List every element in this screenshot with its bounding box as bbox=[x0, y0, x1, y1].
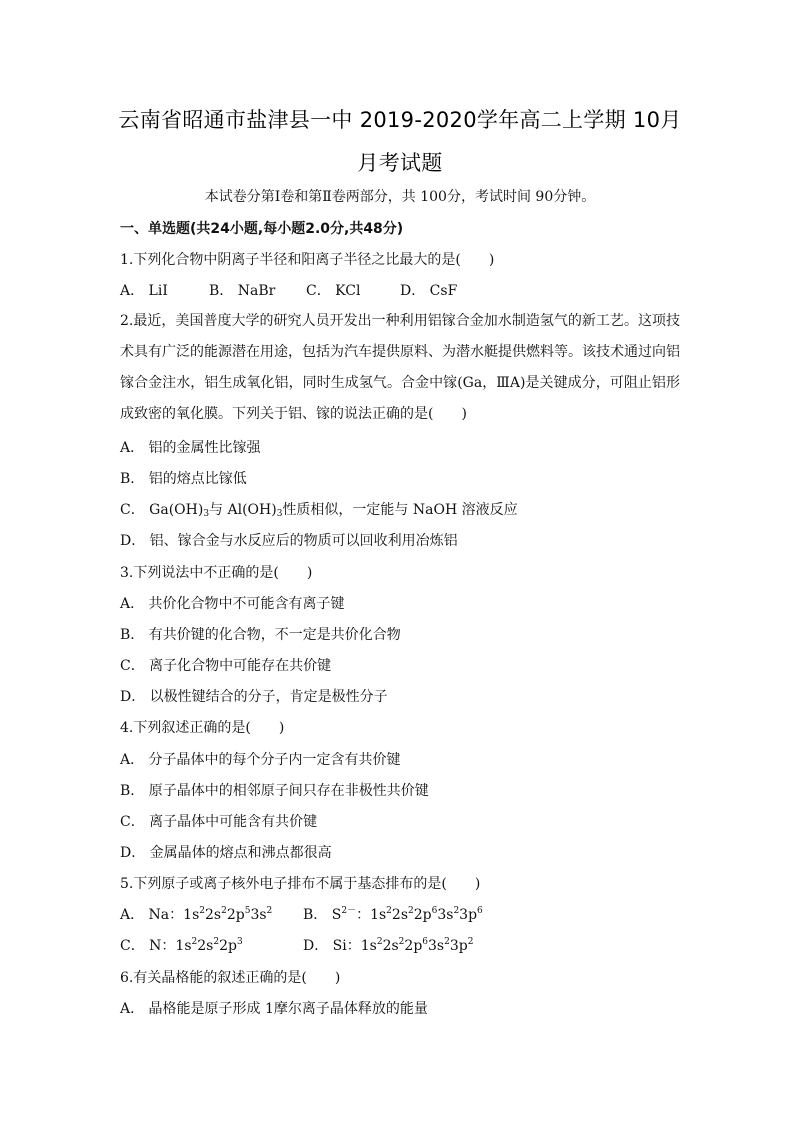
electron-configuration bbox=[361, 938, 474, 954]
ion-charge: 2－ bbox=[341, 906, 357, 916]
subscript: 3 bbox=[276, 509, 283, 519]
orbital: 2p bbox=[404, 938, 423, 954]
orbital: 2s bbox=[391, 907, 408, 923]
electron-count: 2 bbox=[444, 937, 450, 947]
electron-count: 2 bbox=[398, 937, 405, 947]
question-1-option-c: C． KCl bbox=[306, 283, 361, 299]
question-3-option-a: A． 共价化合物中不可能含有离子键 bbox=[120, 596, 345, 612]
orbital: 1s bbox=[175, 938, 192, 954]
orbital: 1s bbox=[360, 938, 377, 954]
question-4-option-c: C． 离子晶体中可能含有共价键 bbox=[120, 814, 318, 830]
orbital: 2p bbox=[226, 907, 245, 923]
question-4-option-d: D． 金属晶体的熔点和沸点都很高 bbox=[120, 845, 332, 861]
question-5-option-d bbox=[303, 935, 473, 955]
exam-intro: 本试卷分第Ⅰ卷和第Ⅱ卷两部分，共 100分，考试时间 90分钟。 bbox=[204, 189, 596, 205]
orbital: 3s bbox=[437, 907, 454, 923]
question-1-option-a: A． LiI bbox=[120, 283, 168, 299]
question-6-option-a: A． 晶格能是原子形成 1摩尔离子晶体释放的能量 bbox=[120, 1001, 428, 1017]
electron-configuration bbox=[175, 938, 242, 954]
question-5-option-b bbox=[303, 904, 483, 924]
electron-count: 2 bbox=[213, 937, 220, 947]
option-label: D． Si： bbox=[303, 938, 361, 954]
orbital: 2s bbox=[205, 907, 222, 923]
question-1-option-d: D． CsF bbox=[400, 283, 458, 299]
orbital: 3s bbox=[428, 938, 445, 954]
question-5-stem: 5.下列原子或离子核外电子排布不属于基态排布的是( ) bbox=[120, 876, 481, 892]
question-2-stem: 2.最近，美国普度大学的研究人员开发出一种利用铝镓合金加水制造氢气的新工艺。这项技术具有广泛的能源潜在用途，包括为汽车提供原料、为潜水艇提供燃料等。该技术通过向铝镓合金注水，铝生成氧化铝，同时生成氢气。合金中镓(Ga，ⅢA)是关键成分，可阻止铝形成致密的氧化膜。下列关于铝、镓的说法正确的是( ) bbox=[120, 313, 680, 422]
separator: ： bbox=[356, 907, 371, 923]
question-2-option-c bbox=[120, 499, 518, 519]
question-2-option-a: A． 铝的金属性比镓强 bbox=[120, 440, 261, 456]
orbital: 2p bbox=[219, 938, 237, 954]
orbital: 2p bbox=[413, 907, 432, 923]
question-5-option-a bbox=[120, 904, 272, 924]
orbital: 2s bbox=[197, 938, 214, 954]
electron-count: 2 bbox=[386, 906, 392, 916]
option-label: B． S bbox=[303, 907, 342, 923]
exam-title-line1: 云南省昭通市盐津县一中 2019-2020学年高二上学期 10月 bbox=[118, 108, 682, 132]
electron-configuration bbox=[183, 907, 272, 923]
electron-count: 3 bbox=[236, 937, 243, 947]
question-5-option-c bbox=[120, 935, 243, 955]
option-label: C． N： bbox=[120, 938, 176, 954]
electron-count: 2 bbox=[408, 906, 414, 916]
electron-count: 2 bbox=[221, 906, 227, 916]
orbital: 3p bbox=[449, 938, 468, 954]
electron-count: 5 bbox=[244, 906, 251, 916]
orbital: 1s bbox=[183, 907, 200, 923]
electron-count: 2 bbox=[266, 906, 273, 916]
question-3-option-d: D． 以极性键结合的分子，肯定是极性分子 bbox=[120, 689, 388, 705]
section-heading-single-choice: 一、单选题(共24小题,每小题2.0分,共48分) bbox=[120, 221, 404, 237]
question-2-option-d: D． 铝、镓合金与水反应后的物质可以回收利用冶炼铝 bbox=[120, 533, 458, 549]
orbital: 2s bbox=[382, 938, 399, 954]
subscript: 3 bbox=[203, 509, 210, 519]
question-3-stem: 3.下列说法中不正确的是( ) bbox=[120, 565, 313, 581]
orbital: 1s bbox=[370, 907, 387, 923]
electron-count: 6 bbox=[422, 937, 429, 947]
question-2-option-c-part3: 性质相似，一定能与 NaOH 溶液反应 bbox=[282, 502, 518, 518]
question-4-stem: 4.下列叙述正确的是( ) bbox=[120, 720, 285, 736]
question-2-option-b: B． 铝的熔点比镓低 bbox=[120, 471, 247, 487]
electron-count: 2 bbox=[453, 906, 460, 916]
question-1-stem: 1.下列化合物中阴离子半径和阳离子半径之比最大的是( ) bbox=[120, 252, 495, 268]
question-2-option-c-part1: C． Ga(OH) bbox=[120, 502, 204, 518]
question-3-option-b: B． 有共价键的化合物，不一定是共价化合物 bbox=[120, 627, 401, 643]
orbital: 3p bbox=[459, 907, 478, 923]
electron-count: 2 bbox=[191, 937, 198, 947]
orbital: 3s bbox=[250, 907, 267, 923]
electron-count: 6 bbox=[431, 906, 438, 916]
question-3-option-c: C． 离子化合物中可能存在共价键 bbox=[120, 658, 332, 674]
option-label: A． Na： bbox=[120, 907, 184, 923]
electron-count: 2 bbox=[467, 937, 474, 947]
question-4-option-b: B． 原子晶体中的相邻原子间只存在非极性共价键 bbox=[120, 783, 429, 799]
electron-count: 2 bbox=[376, 937, 383, 947]
electron-count: 6 bbox=[477, 906, 483, 916]
question-4-option-a: A． 分子晶体中的每个分子内一定含有共价键 bbox=[120, 752, 401, 768]
exam-title-line2: 月考试题 bbox=[357, 151, 443, 175]
question-6-stem: 6.有关晶格能的叙述正确的是( ) bbox=[120, 970, 341, 986]
question-1-option-b: B． NaBr bbox=[209, 283, 276, 299]
electron-configuration bbox=[370, 907, 483, 923]
question-2-option-c-part2: 与 Al(OH) bbox=[209, 502, 277, 518]
electron-count: 2 bbox=[199, 906, 205, 916]
